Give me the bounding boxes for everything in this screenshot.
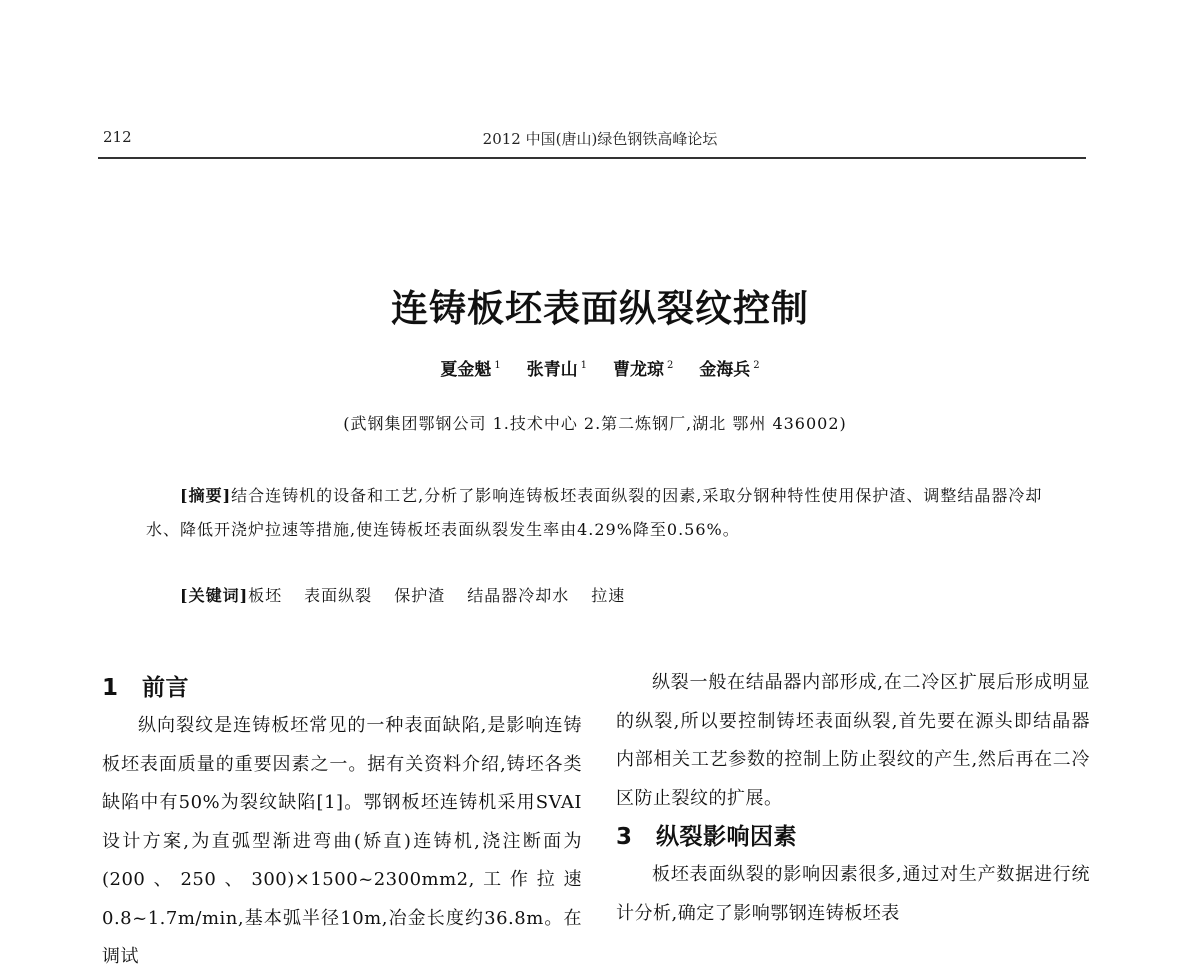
keyword: 表面纵裂 <box>304 586 373 605</box>
section-heading <box>616 818 1090 856</box>
author-affil-mark: 1 <box>494 360 501 372</box>
author-affil-mark: 1 <box>580 360 588 372</box>
section-heading <box>102 669 582 707</box>
body-paragraph: 纵裂一般在结晶器内部形成,在二冷区扩展后形成明显的纵裂,所以要控制铸坯表面纵裂,首先要在源头即结晶器内部相关工艺参数的控制上防止裂纹的产生,然后再在二冷区防止裂纹的扩展。 <box>616 672 1090 809</box>
section-title: 纵裂影响因素 <box>656 824 797 850</box>
keywords-label: [关键词] <box>180 586 249 605</box>
author-name: 张青山 <box>526 360 578 380</box>
abstract-label: [摘要] <box>180 486 232 505</box>
paper-title: 连铸板坯表面纵裂纹控制 <box>391 286 809 330</box>
author <box>699 360 759 380</box>
abstract-text: 结合连铸机的设备和工艺,分析了影响连铸板坯表面纵裂的因素,采取分钢种特性使用保护渣、调整结晶器冷却水、降低开浇炉拉速等措施,使连铸板坯表面纵裂发生率由4.29%降至0.56%。 <box>146 486 1043 539</box>
right-column <box>616 664 1090 933</box>
page-number: 212 <box>103 128 132 146</box>
author-list <box>0 355 1200 380</box>
keywords <box>180 583 647 606</box>
author <box>613 360 673 380</box>
keyword: 保护渣 <box>394 586 446 605</box>
section-title: 前言 <box>142 675 189 701</box>
body-paragraph: 纵向裂纹是连铸板坯常见的一种表面缺陷,是影响连铸板坯表面质量的重要因素之一。据有关资料介绍,铸坯各类缺陷中有50%为裂纹缺陷[1]。鄂钢板坯连铸机采用SVAI设计方案,为直弧型渐进弯曲(矫直)连铸机,浇注断面为(200、250、300)×1500~2300mm2,工作拉速0.8~1.7m/min,基本弧半径10m,冶金长度约36.8m。在调试 <box>102 715 582 967</box>
author-affil-mark: 2 <box>666 360 674 372</box>
affiliation: (武钢集团鄂钢公司 1.技术中心 2.第二炼钢厂,湖北 鄂州 436002) <box>343 414 847 433</box>
abstract-paragraph <box>146 479 1048 547</box>
abstract <box>146 479 1048 547</box>
author-name: 金海兵 <box>699 360 751 380</box>
author-name: 曹龙琼 <box>612 360 664 380</box>
section-number: 3 <box>616 824 633 850</box>
section-number: 1 <box>102 675 119 701</box>
keyword: 结晶器冷却水 <box>467 586 570 605</box>
author <box>440 360 500 380</box>
author-name: 夏金魁 <box>440 360 492 380</box>
author-affil-mark: 2 <box>753 360 760 372</box>
left-column <box>102 669 582 977</box>
keyword: 板坯 <box>248 586 283 605</box>
author <box>527 360 587 380</box>
body-paragraph: 板坯表面纵裂的影响因素很多,通过对生产数据进行统计分析,确定了影响鄂钢连铸板坯表 <box>616 864 1090 924</box>
header-rule <box>98 157 1086 159</box>
running-header: 2012 中国(唐山)绿色钢铁高峰论坛 <box>482 130 718 148</box>
keyword: 拉速 <box>591 586 626 605</box>
